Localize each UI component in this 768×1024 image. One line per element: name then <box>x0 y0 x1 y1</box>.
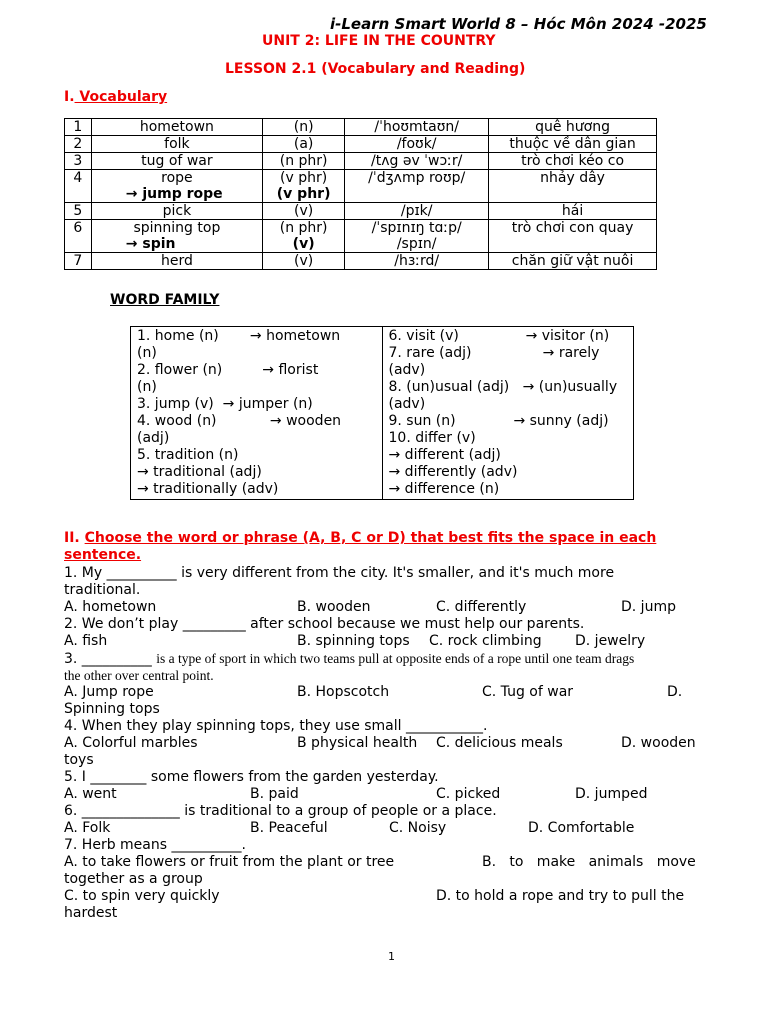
vocab-cell-no <box>65 119 92 136</box>
word-family-line: (adv) <box>388 396 426 412</box>
question-4-option-c: C. delicious meals <box>436 735 563 751</box>
question-3-option-a: A. Jump rope <box>64 684 154 700</box>
vocab-cell-word <box>91 203 262 220</box>
vocab-word: tug of war <box>141 153 213 169</box>
question-1-option-b: B. wooden <box>297 599 371 615</box>
vocab-cell-meaning <box>489 253 657 270</box>
vocab-meaning: nhảy dây <box>540 170 605 186</box>
vocab-no: 4 <box>73 170 83 186</box>
vocab-cell-meaning <box>489 220 657 253</box>
question-7-option-d: D. to hold a rope and try to pull the <box>436 888 685 904</box>
question-4-option-d: D. wooden <box>621 735 696 751</box>
vocab-no: 2 <box>73 136 83 152</box>
word-family-right-column <box>382 327 634 500</box>
vocab-ipa: /hɜːrd/ <box>394 253 440 269</box>
question-1-stem-cont: traditional. <box>64 582 141 598</box>
question-2-option-c: C. rock climbing <box>429 633 542 649</box>
vocab-meaning: quê hương <box>535 119 611 135</box>
word-family-title: WORD FAMILY <box>110 292 220 308</box>
vocab-type: (n) <box>293 119 314 135</box>
vocab-type: (v) <box>294 253 314 269</box>
word-family-line: 9. sun (n) → sunny (adj) <box>388 413 609 429</box>
vocab-word: hometown <box>139 119 214 135</box>
question-1-option-c: C. differently <box>436 599 527 615</box>
word-family-line: 2. flower (n) → florist <box>137 362 319 378</box>
word-family-line: → differently (adv) <box>388 464 518 480</box>
section-vocabulary-heading: I. Vocabulary <box>64 89 168 105</box>
question-5-option-d: D. jumped <box>575 786 648 802</box>
question-7-option-d-cont: hardest <box>64 905 118 921</box>
word-family-line: 5. tradition (n) <box>137 447 239 463</box>
question-6-option-b: B. Peaceful <box>250 820 328 836</box>
vocab-cell-ipa <box>345 170 489 203</box>
vocab-ipa: /ˈhoʊmtaʊn/ <box>374 119 459 135</box>
question-1-option-d: D. jump <box>621 599 676 615</box>
question-1-option-a: A. hometown <box>64 599 157 615</box>
question-3-stem: 3. __________ is a type of sport in which two teams pull at opposite ends of a rope until one team drags <box>64 651 635 667</box>
vocab-meaning: thuộc về dân gian <box>509 136 636 152</box>
word-family-line: → different (adj) <box>388 447 501 463</box>
vocab-no: 5 <box>73 203 83 219</box>
word-family-line: (n) <box>137 345 157 361</box>
vocab-meaning: chăn giữ vật nuôi <box>511 253 634 269</box>
vocabulary-table <box>64 118 657 270</box>
question-7-option-b: B. to make animals move <box>482 854 696 870</box>
vocab-row <box>65 203 657 220</box>
word-family-line: → traditionally (adv) <box>137 481 279 497</box>
vocab-cell-word <box>91 220 262 253</box>
word-family-line: 6. visit (v) → visitor (n) <box>388 328 610 344</box>
vocab-word: herd <box>160 253 193 269</box>
question-2-option-b: B. spinning tops <box>297 633 410 649</box>
question-6-option-a: A. Folk <box>64 820 111 836</box>
question-5-option-a: A. went <box>64 786 117 802</box>
word-family-line: 1. home (n) → hometown <box>137 328 341 344</box>
vocab-sub-type: (v phr) <box>276 186 331 202</box>
page-number: 1 <box>388 950 395 963</box>
vocab-row <box>65 220 657 253</box>
vocab-cell-meaning <box>489 153 657 170</box>
question-2-option-a: A. fish <box>64 633 108 649</box>
vocab-row <box>65 153 657 170</box>
vocab-type: (v phr) <box>280 170 328 186</box>
word-family-line: 7. rare (adj) → rarely <box>388 345 600 361</box>
vocab-sub-word: → jump rope <box>125 186 223 202</box>
vocab-cell-word <box>91 153 262 170</box>
word-family-line: (n) <box>137 379 157 395</box>
question-5-option-b: B. paid <box>250 786 299 802</box>
vocab-ipa: /pɪk/ <box>400 203 433 219</box>
vocab-word: rope <box>161 170 193 186</box>
word-family-line: → traditional (adj) <box>137 464 262 480</box>
question-3-option-c: C. Tug of war <box>482 684 574 700</box>
vocab-cell-word <box>91 253 262 270</box>
vocab-ipa: /tʌg əv ˈwɔːr/ <box>371 153 463 169</box>
word-family-left-column <box>131 327 383 500</box>
vocab-row <box>65 170 657 203</box>
question-4-stem: 4. When they play spinning tops, they use small ___________. <box>64 718 488 734</box>
vocab-cell-type <box>263 119 345 136</box>
vocab-cell-ipa <box>345 153 489 170</box>
vocab-type: (v) <box>294 203 314 219</box>
vocab-row <box>65 119 657 136</box>
vocab-word: pick <box>162 203 192 219</box>
question-3-option-d-cont: Spinning tops <box>64 701 160 717</box>
question-4-option-b: B physical health <box>297 735 418 751</box>
vocab-cell-ipa <box>345 119 489 136</box>
question-4-option-d-cont: toys <box>64 752 94 768</box>
question-4-option-a: A. Colorful marbles <box>64 735 198 751</box>
vocab-cell-ipa <box>345 203 489 220</box>
vocab-cell-ipa <box>345 136 489 153</box>
vocab-word: folk <box>164 136 190 152</box>
vocab-cell-meaning <box>489 170 657 203</box>
question-3-option-b: B. Hopscotch <box>297 684 390 700</box>
word-family-line: 3. jump (v) → jumper (n) <box>137 396 313 412</box>
question-7-option-c: C. to spin very quickly <box>64 888 220 904</box>
vocab-cell-word <box>91 119 262 136</box>
vocab-cell-no <box>65 136 92 153</box>
vocab-cell-ipa <box>345 253 489 270</box>
vocab-cell-type <box>263 170 345 203</box>
question-6-stem: 6. ______________ is traditional to a group of people or a place. <box>64 803 497 819</box>
question-5-option-c: C. picked <box>436 786 501 802</box>
vocab-sub-type: (v) <box>292 236 315 252</box>
vocab-cell-no <box>65 170 92 203</box>
vocab-cell-meaning <box>489 136 657 153</box>
section-exercise-heading: II. Choose the word or phrase (A, B, C or D) that best fits the space in each sentence. <box>64 530 657 563</box>
vocab-no: 7 <box>73 253 83 269</box>
word-family-table <box>130 326 634 500</box>
vocab-meaning: hái <box>561 203 584 219</box>
word-family-line: 10. differ (v) <box>388 430 476 446</box>
question-2-stem: 2. We don’t play _________ after school because we must help our parents. <box>64 616 585 632</box>
vocab-cell-meaning <box>489 119 657 136</box>
vocab-cell-type <box>263 153 345 170</box>
vocab-cell-word <box>91 170 262 203</box>
vocab-row <box>65 136 657 153</box>
word-family-line: 4. wood (n) → wooden <box>137 413 342 429</box>
vocab-ipa: /ˈdʒʌmp roʊp/ <box>368 170 466 186</box>
word-family-line: → difference (n) <box>388 481 500 497</box>
vocab-cell-word <box>91 136 262 153</box>
vocab-cell-meaning <box>489 203 657 220</box>
word-family-line: (adv) <box>388 362 426 378</box>
question-3-option-d: D. <box>667 684 683 700</box>
vocab-cell-type <box>263 136 345 153</box>
word-family-line: (adj) <box>137 430 170 446</box>
vocab-row <box>65 253 657 270</box>
vocab-cell-no <box>65 203 92 220</box>
question-7-stem: 7. Herb means __________. <box>64 837 246 853</box>
question-7-option-b-cont: together as a group <box>64 871 203 887</box>
vocab-cell-no <box>65 153 92 170</box>
question-3-stem-cont: the other over central point. <box>64 668 214 683</box>
vocab-sub-word: → spin <box>125 236 176 252</box>
vocab-ipa: /foʊk/ <box>396 136 437 152</box>
vocab-meaning: trò chơi con quay <box>511 220 634 236</box>
vocab-type: (n phr) <box>279 220 328 236</box>
lesson-title: LESSON 2.1 (Vocabulary and Reading) <box>225 61 526 77</box>
vocab-no: 3 <box>73 153 83 169</box>
word-family-line: 8. (un)usual (adj) → (un)usually <box>388 379 618 395</box>
vocab-no: 1 <box>73 119 83 135</box>
question-7-option-a: A. to take flowers or fruit from the plant or tree <box>64 854 395 870</box>
vocab-type: (n phr) <box>279 153 328 169</box>
vocab-cell-type <box>263 253 345 270</box>
vocab-cell-type <box>263 203 345 220</box>
vocab-cell-no <box>65 220 92 253</box>
page-header: i-Learn Smart World 8 – Hóc Môn 2024 -2025 <box>330 15 707 33</box>
vocab-ipa: /ˈspɪnɪŋ tɑːp/ <box>371 220 462 236</box>
question-1-stem: 1. My __________ is very different from the city. It's smaller, and it's much more <box>64 565 615 581</box>
question-2-option-d: D. jewelry <box>575 633 646 649</box>
vocab-cell-type <box>263 220 345 253</box>
question-6-option-d: D. Comfortable <box>528 820 635 836</box>
vocab-sub-ipa: /spɪn/ <box>396 236 437 252</box>
question-5-stem: 5. I ________ some flowers from the garden yesterday. <box>64 769 439 785</box>
vocab-cell-no <box>65 253 92 270</box>
vocab-meaning: trò chơi kéo co <box>521 153 625 169</box>
unit-title: UNIT 2: LIFE IN THE COUNTRY <box>262 33 496 49</box>
question-6-option-c: C. Noisy <box>389 820 447 836</box>
vocab-word: spinning top <box>133 220 221 236</box>
vocab-no: 6 <box>73 220 83 236</box>
vocab-cell-ipa <box>345 220 489 253</box>
vocab-type: (a) <box>293 136 314 152</box>
